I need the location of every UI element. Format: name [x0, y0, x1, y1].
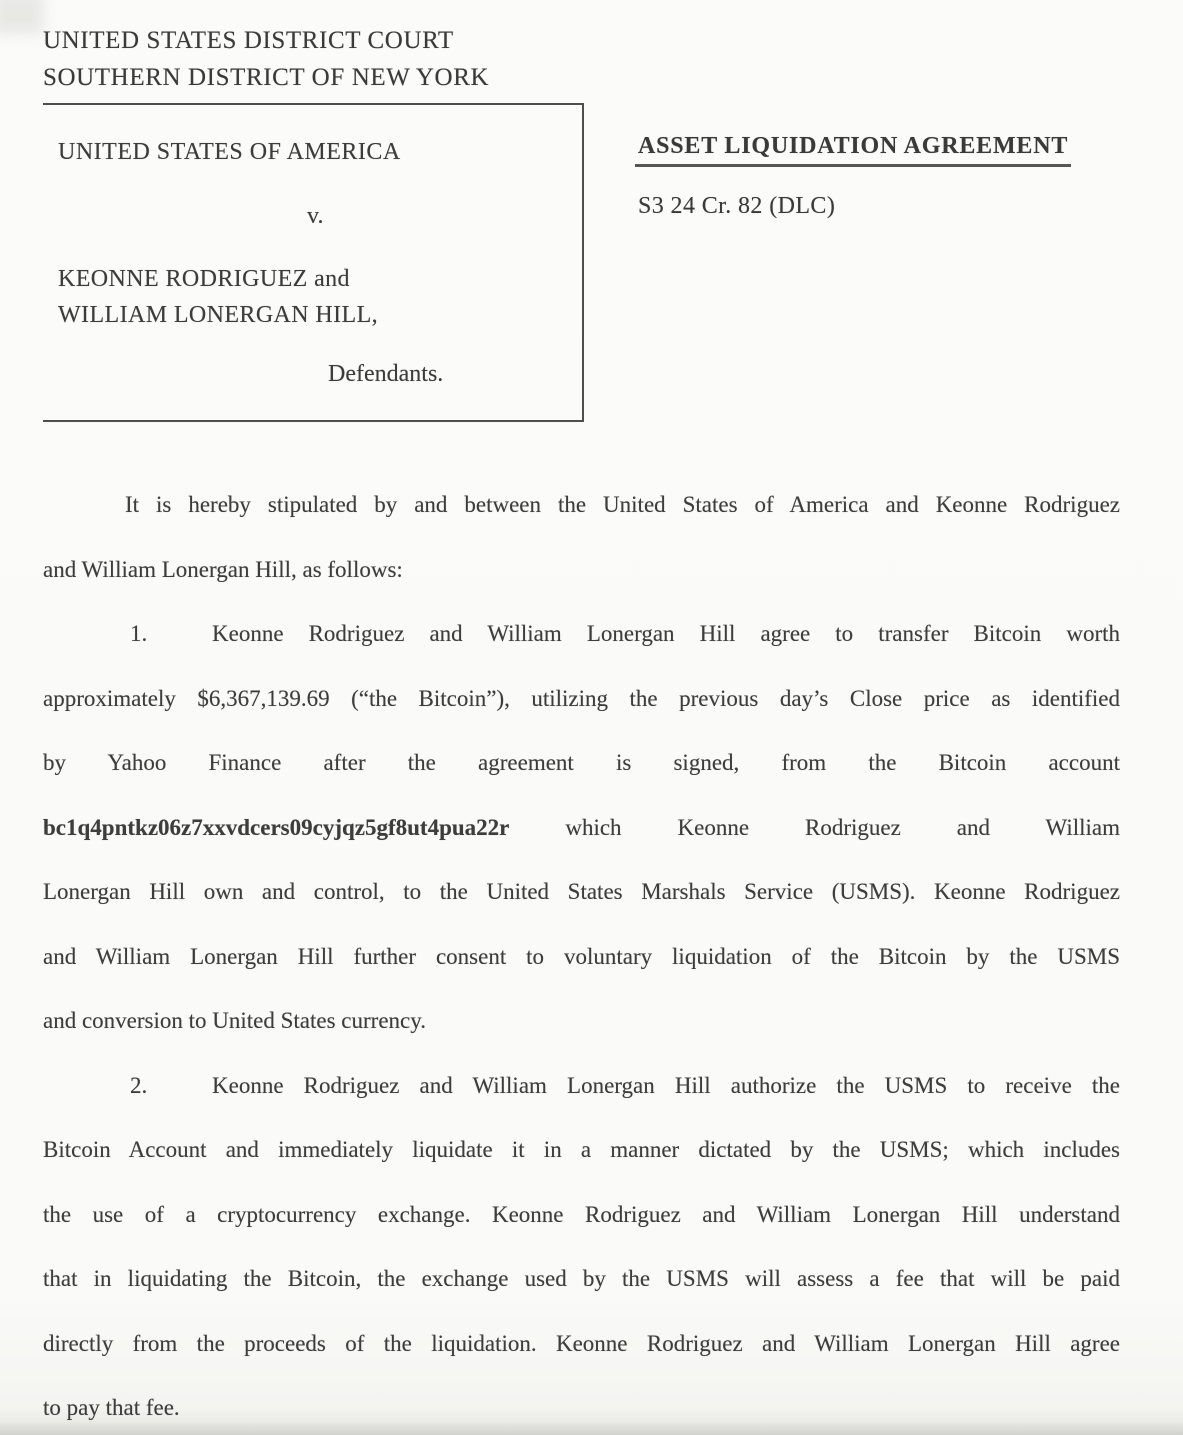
intro-line: and William Lonergan Hill, as follows:	[43, 556, 403, 582]
defendants-label: Defendants.	[328, 361, 444, 387]
paragraph-2-first-line	[43, 1054, 1120, 1119]
defendant-names	[58, 261, 378, 333]
paragraph-2-line: that in liquidating the Bitcoin, the exchange used by the USMS will assess a fee that will be paid	[43, 1266, 1120, 1291]
scan-edge-shadow	[0, 1421, 1183, 1435]
plaintiff-name: UNITED STATES OF AMERICA	[58, 139, 401, 165]
paragraph-1-text: which Keonne Rodriguez and William	[509, 814, 1120, 840]
bitcoin-address: bc1q4pntkz06z7xxvdcers09cyjqz5gf8ut4pua22r	[43, 814, 510, 840]
intro-line: It is hereby stipulated by and between the United States of America and Keonne Rodriguez	[125, 492, 1120, 517]
document-title: ASSET LIQUIDATION AGREEMENT	[635, 133, 1071, 167]
paragraph-1-number: 1.	[130, 621, 148, 646]
paragraph-2-line: Bitcoin Account and immediately liquidate it in a manner dictated by the USMS; which includes	[43, 1137, 1120, 1162]
paragraph-1-line: Lonergan Hill own and control, to the United States Marshals Service (USMS). Keonne Rodriguez	[43, 879, 1120, 904]
paragraph-1-line: and William Lonergan Hill further consent to voluntary liquidation of the Bitcoin by the USMS	[43, 943, 1120, 969]
versus-label: v.	[307, 203, 324, 229]
paragraph-2-text: Keonne Rodriguez and William Lonergan Hill authorize the USMS to receive the	[212, 1072, 1120, 1098]
court-name: UNITED STATES DISTRICT COURT	[43, 27, 454, 54]
paragraph-1-text: Keonne Rodriguez and William Lonergan Hill agree to transfer Bitcoin worth	[212, 621, 1120, 646]
case-caption-box	[43, 103, 584, 422]
court-district: SOUTHERN DISTRICT OF NEW YORK	[43, 64, 490, 91]
document-body	[43, 473, 1120, 1435]
paragraph-1-first-line	[43, 602, 1120, 667]
title-block	[638, 133, 1071, 220]
paragraph-1-line: by Yahoo Finance after the agreement is signed, from the Bitcoin account	[43, 750, 1120, 775]
paragraph-1-line: approximately $6,367,139.69 (“the Bitcoin”), utilizing the previous day’s Close price as identified	[43, 685, 1120, 711]
defendant-name-line1: KEONNE RODRIGUEZ and	[58, 266, 350, 292]
scan-artifact-corner	[0, 0, 44, 34]
court-header	[43, 22, 489, 96]
paragraph-2-number: 2.	[130, 1072, 148, 1098]
case-number: S3 24 Cr. 82 (DLC)	[638, 193, 836, 219]
paragraph-1-line: and conversion to United States currency.	[43, 1008, 427, 1033]
defendant-name-line2: WILLIAM LONERGAN HILL,	[58, 302, 379, 328]
paragraph-2-line: the use of a cryptocurrency exchange. Keonne Rodriguez and William Lonergan Hill understand	[43, 1201, 1120, 1227]
paragraph-2-line: directly from the proceeds of the liquidation. Keonne Rodriguez and William Lonergan Hill agree	[43, 1330, 1120, 1356]
paragraph-1-line-bitcoin-address	[43, 796, 1120, 861]
paragraph-2-line: to pay that fee.	[43, 1395, 180, 1420]
